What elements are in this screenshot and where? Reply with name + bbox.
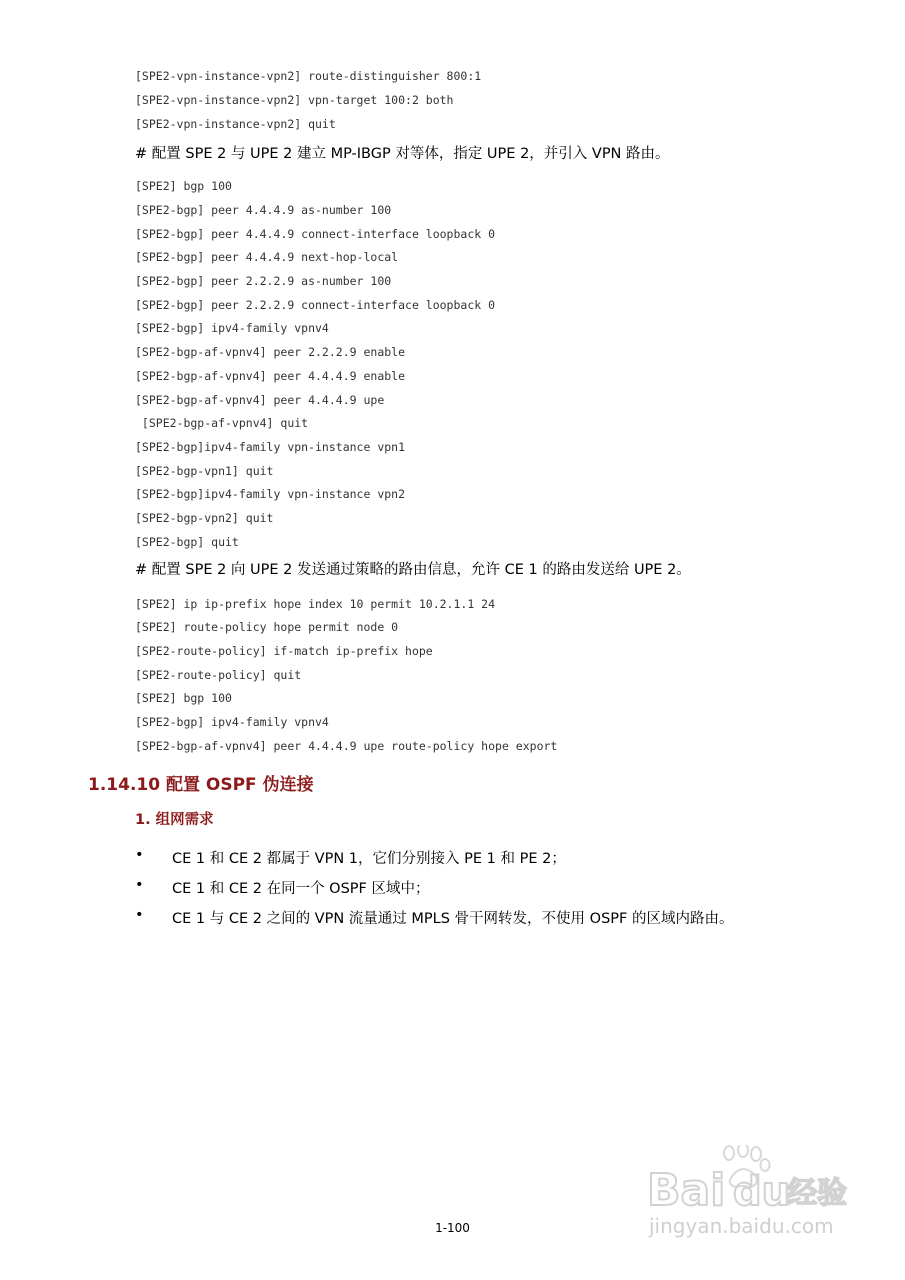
list-item-text: CE 1 和 CE 2 在同一个 OSPF 区域中； [172,881,430,897]
code-line: [SPE2-bgp-af-vpnv4] peer 4.4.4.9 upe [135,393,385,407]
code-line: [SPE2-bgp] ipv4-family vpnv4 [135,715,329,729]
code-line: [SPE2-vpn-instance-vpn2] quit [135,117,336,131]
list-item-text: CE 1 和 CE 2 都属于 VPN 1，它们分别接入 PE 1 和 PE 2； [172,851,566,867]
code-line: [SPE2] bgp 100 [135,691,232,705]
code-line: [SPE2-bgp] peer 2.2.2.9 connect-interface loopback 0 [135,298,496,312]
code-line: [SPE2-bgp]ipv4-family vpn-instance vpn2 [135,487,406,501]
code-line: [SPE2-bgp-af-vpnv4] peer 4.4.4.9 enable [135,369,406,383]
code-line: [SPE2-bgp] peer 4.4.4.9 next-hop-local [135,250,399,264]
bullet-icon: • [135,877,144,893]
bullet-icon: • [135,847,144,863]
list-item-text: CE 1 与 CE 2 之间的 VPN 流量通过 MPLS 骨干网转发，不使用 OSPF 的区域内路由。 [172,911,734,927]
code-line: [SPE2-bgp]ipv4-family vpn-instance vpn1 [135,440,406,454]
svg-text:经验: 经验 [787,1176,847,1211]
code-line: [SPE2-bgp-af-vpnv4] peer 4.4.4.9 upe route-policy hope export [135,739,558,753]
page-number: 1-100 [435,1221,470,1235]
code-line: [SPE2-route-policy] if-match ip-prefix hope [135,644,433,658]
code-line: [SPE2-bgp-af-vpnv4] quit [135,416,309,430]
code-line: [SPE2-bgp] ipv4-family vpnv4 [135,321,329,335]
instruction-paragraph: # 配置 SPE 2 与 UPE 2 建立 MP-IBGP 对等体，指定 UPE 2，并引入 VPN 路由。 [135,146,670,162]
code-line: [SPE2-vpn-instance-vpn2] route-distinguisher 800:1 [135,69,482,83]
code-line: [SPE2-bgp] peer 4.4.4.9 connect-interface loopback 0 [135,227,496,241]
code-line: [SPE2] ip ip-prefix hope index 10 permit 10.2.1.1 24 [135,597,496,611]
code-line: [SPE2-route-policy] quit [135,668,302,682]
svg-text:Bai: Bai [647,1165,726,1216]
bullet-icon: • [135,907,144,923]
code-line: [SPE2-vpn-instance-vpn2] vpn-target 100:2 both [135,93,454,107]
code-line: [SPE2-bgp-vpn2] quit [135,511,274,525]
code-line: [SPE2-bgp] quit [135,535,239,549]
section-title: 1.14.10 配置 OSPF 伪连接 [88,775,314,795]
svg-text:du: du [733,1169,791,1215]
svg-text:jingyan.baidu.com: jingyan.baidu.com [649,1214,834,1238]
code-line: [SPE2-bgp] peer 2.2.2.9 as-number 100 [135,274,392,288]
code-line: [SPE2] bgp 100 [135,179,232,193]
code-line: [SPE2-bgp] peer 4.4.4.9 as-number 100 [135,203,392,217]
code-line: [SPE2-bgp-vpn1] quit [135,464,274,478]
code-line: [SPE2-bgp-af-vpnv4] peer 2.2.2.9 enable [135,345,406,359]
subsection-title: 1. 组网需求 [135,812,214,828]
code-line: [SPE2] route-policy hope permit node 0 [135,620,399,634]
instruction-paragraph: # 配置 SPE 2 向 UPE 2 发送通过策略的路由信息，允许 CE 1 的路由发送给 UPE 2。 [135,562,691,578]
